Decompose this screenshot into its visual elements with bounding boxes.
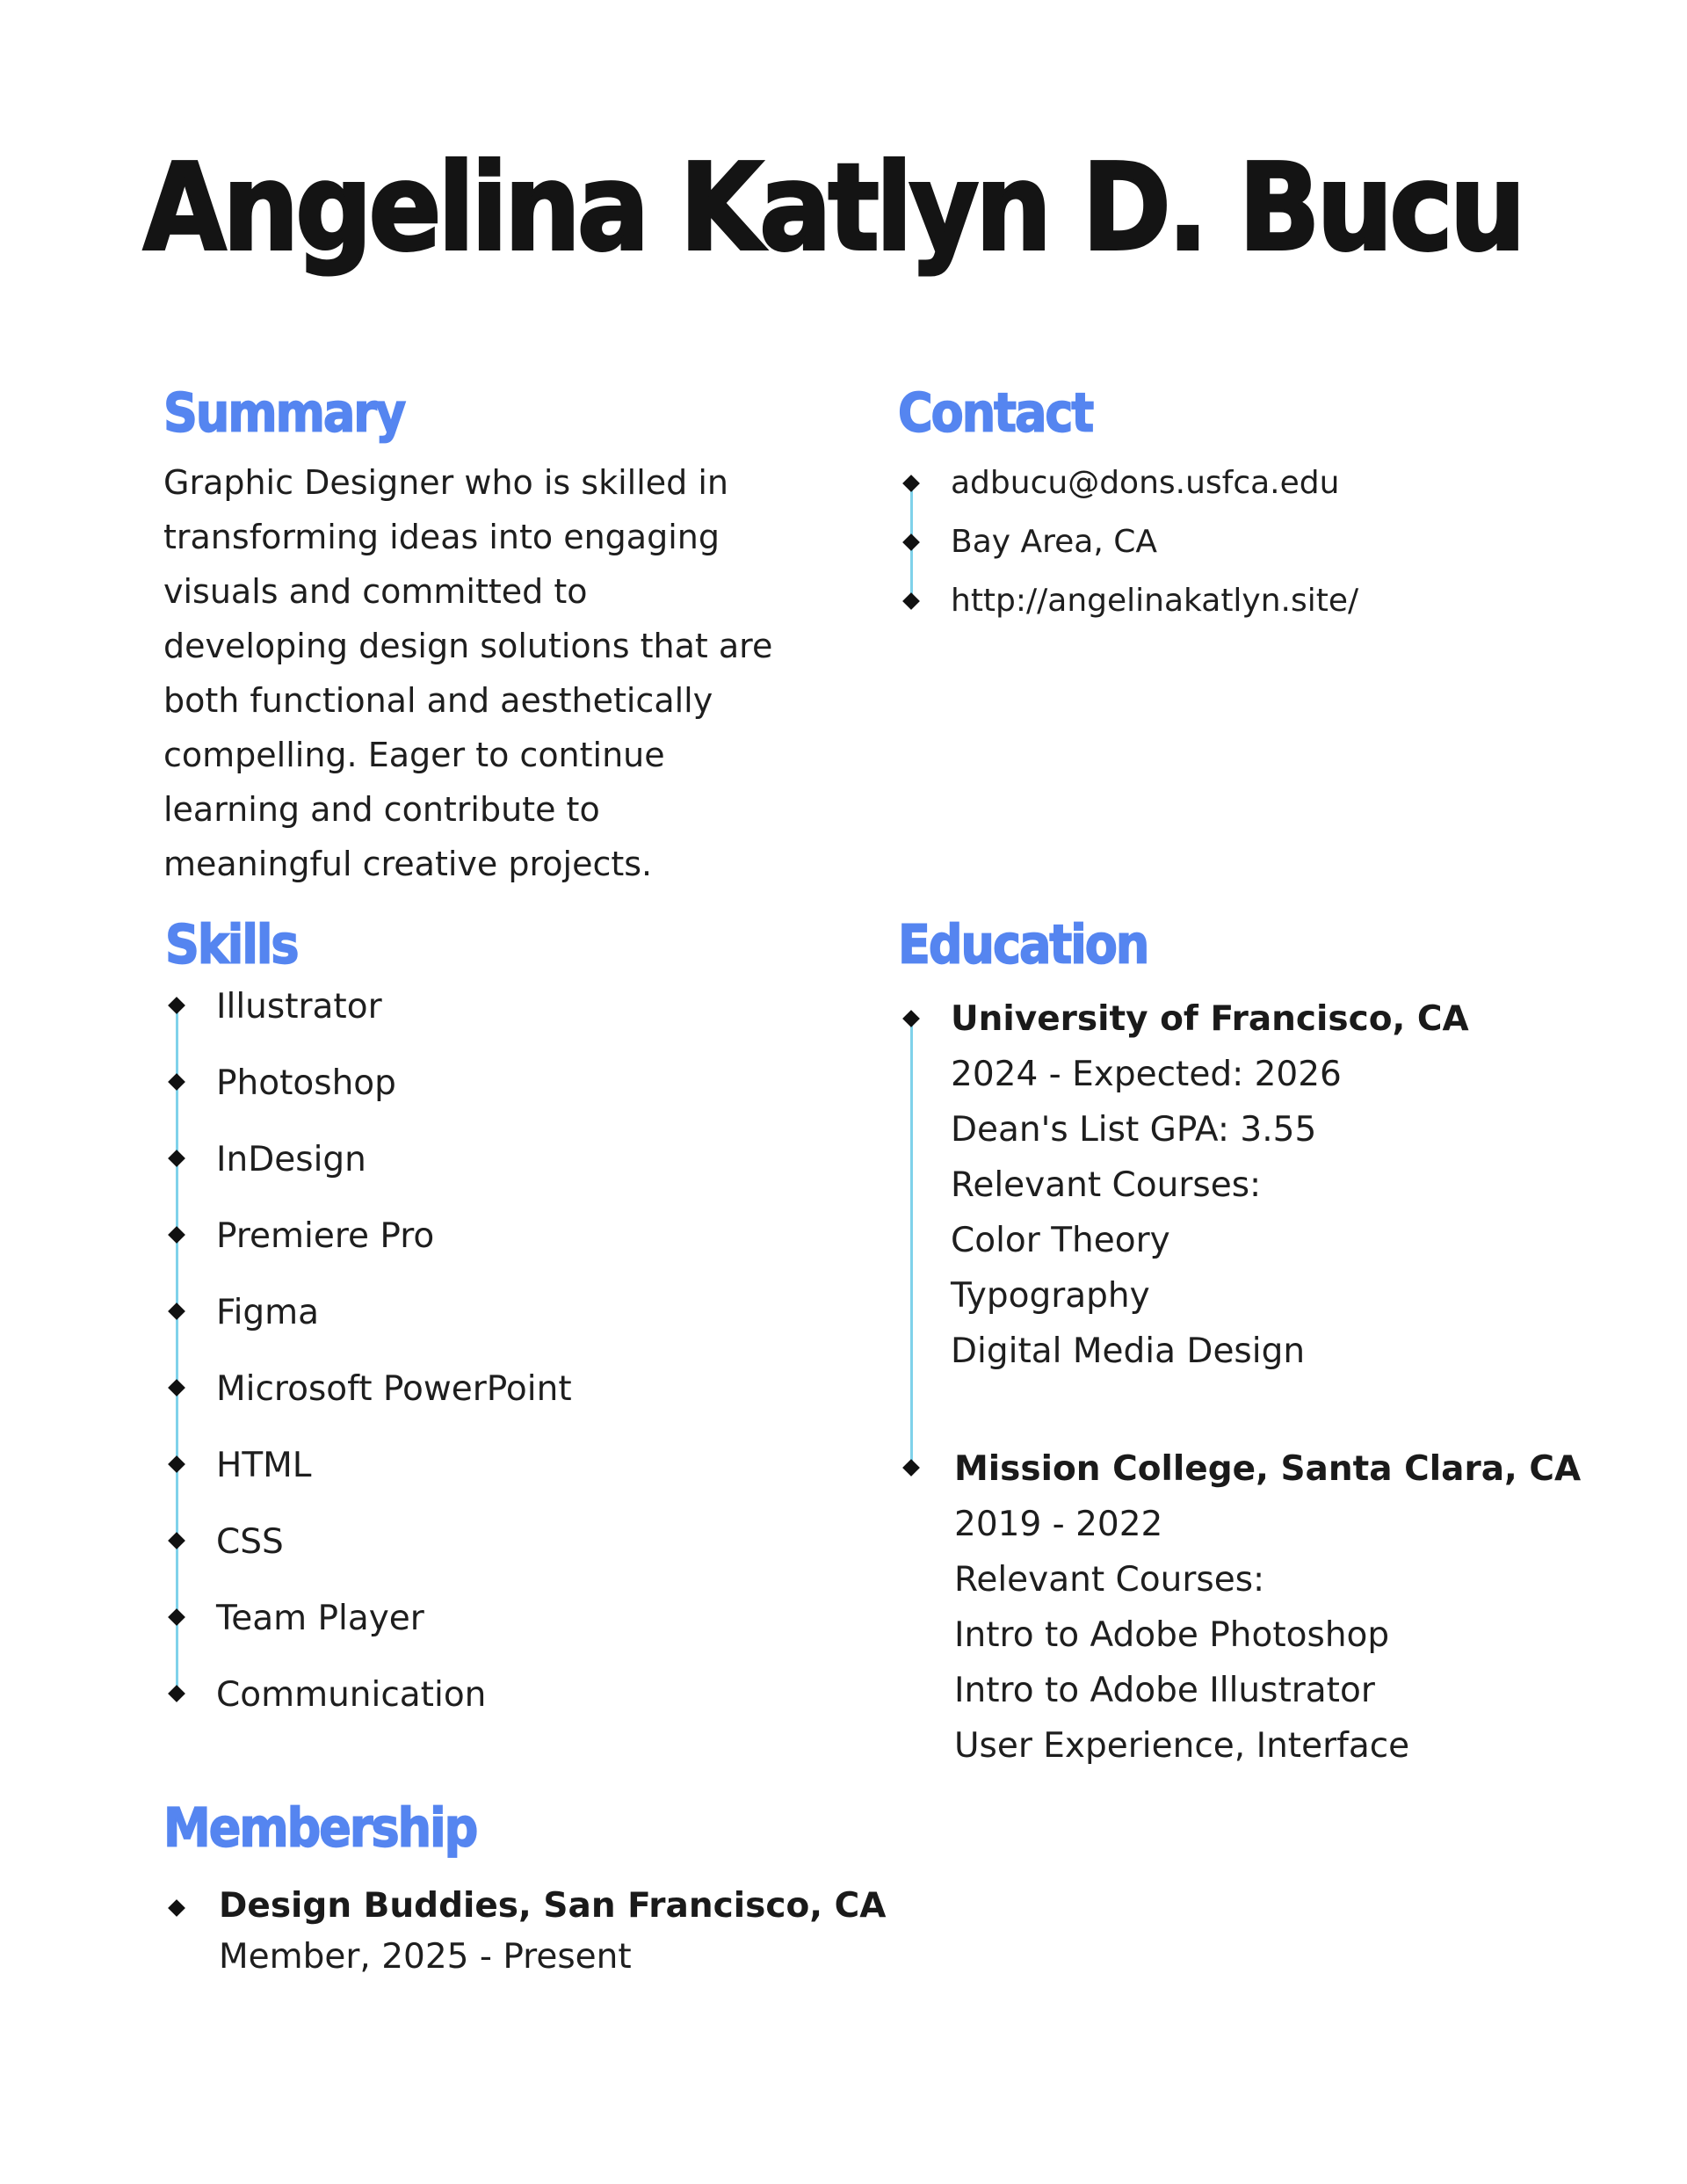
bullet-diamond-icon bbox=[168, 1226, 185, 1244]
bullet-diamond-icon bbox=[168, 1073, 185, 1091]
bullet-diamond-icon bbox=[902, 1010, 920, 1027]
skill-label: Premiere Pro bbox=[216, 1216, 435, 1256]
membership-heading: Membership bbox=[163, 1796, 477, 1859]
course-item: Digital Media Design bbox=[951, 1331, 1306, 1371]
skill-label: HTML bbox=[216, 1446, 312, 1485]
contact-email: adbucu@dons.usfca.edu bbox=[951, 465, 1340, 501]
skill-label: Team Player bbox=[216, 1599, 424, 1638]
bullet-diamond-icon bbox=[168, 1379, 185, 1397]
education-gpa: Dean's List GPA: 3.55 bbox=[951, 1110, 1317, 1150]
resume-name: Angelina Katlyn D. Bucu bbox=[143, 137, 1523, 278]
courses-label: Relevant Courses: bbox=[954, 1560, 1265, 1600]
education-dates: 2024 - Expected: 2026 bbox=[951, 1055, 1342, 1094]
course-item: Intro to Adobe Illustrator bbox=[954, 1671, 1375, 1710]
bullet-diamond-icon bbox=[168, 1899, 185, 1917]
bullet-diamond-icon bbox=[902, 475, 920, 492]
skills-heading: Skills bbox=[165, 913, 298, 976]
course-item: User Experience, Interface bbox=[954, 1726, 1410, 1766]
skill-label: InDesign bbox=[216, 1140, 366, 1179]
school-name: Mission College, Santa Clara, CA bbox=[954, 1449, 1582, 1489]
summary-heading: Summary bbox=[163, 381, 405, 444]
course-item: Typography bbox=[951, 1276, 1150, 1316]
school-name: University of Francisco, CA bbox=[951, 999, 1469, 1039]
bullet-diamond-icon bbox=[168, 1455, 185, 1473]
skill-label: CSS bbox=[216, 1522, 284, 1562]
bullet-diamond-icon bbox=[902, 592, 920, 610]
bullet-diamond-icon bbox=[168, 1302, 185, 1320]
membership-entry bbox=[219, 1881, 886, 1983]
bullet-diamond-icon bbox=[902, 533, 920, 551]
education-dates: 2019 - 2022 bbox=[954, 1505, 1163, 1544]
education-entry bbox=[954, 1441, 1581, 1774]
membership-org: Design Buddies, San Francisco, CA bbox=[219, 1886, 887, 1926]
membership-role: Member, 2025 - Present bbox=[219, 1937, 632, 1977]
contact-website: http://angelinakatlyn.site/ bbox=[951, 583, 1359, 619]
bullet-diamond-icon bbox=[168, 1150, 185, 1167]
bullet-diamond-icon bbox=[168, 997, 185, 1014]
skill-label: Microsoft PowerPoint bbox=[216, 1369, 572, 1409]
bullet-diamond-icon bbox=[902, 1459, 920, 1477]
bullet-diamond-icon bbox=[168, 1532, 185, 1549]
courses-label: Relevant Courses: bbox=[951, 1165, 1262, 1205]
skill-label: Figma bbox=[216, 1293, 320, 1332]
skill-label: Illustrator bbox=[216, 987, 382, 1027]
course-item: Color Theory bbox=[951, 1221, 1170, 1260]
education-entry bbox=[951, 991, 1469, 1379]
contact-location: Bay Area, CA bbox=[951, 524, 1158, 560]
skill-label: Photoshop bbox=[216, 1063, 396, 1103]
education-heading: Education bbox=[898, 913, 1148, 976]
contact-heading: Contact bbox=[898, 381, 1093, 444]
summary-text: Graphic Designer who is skilled in transforming ideas into engaging visuals and committed to developing design solutions that are both functional and aesthetically compelling. Eager to continue learning and contribute to meaningful creative projects. bbox=[163, 463, 773, 883]
education-timeline bbox=[910, 1019, 913, 1463]
skill-label: Communication bbox=[216, 1675, 487, 1715]
skills-timeline bbox=[176, 1006, 178, 1692]
bullet-diamond-icon bbox=[168, 1608, 185, 1626]
course-item: Intro to Adobe Photoshop bbox=[954, 1615, 1390, 1655]
bullet-diamond-icon bbox=[168, 1685, 185, 1702]
